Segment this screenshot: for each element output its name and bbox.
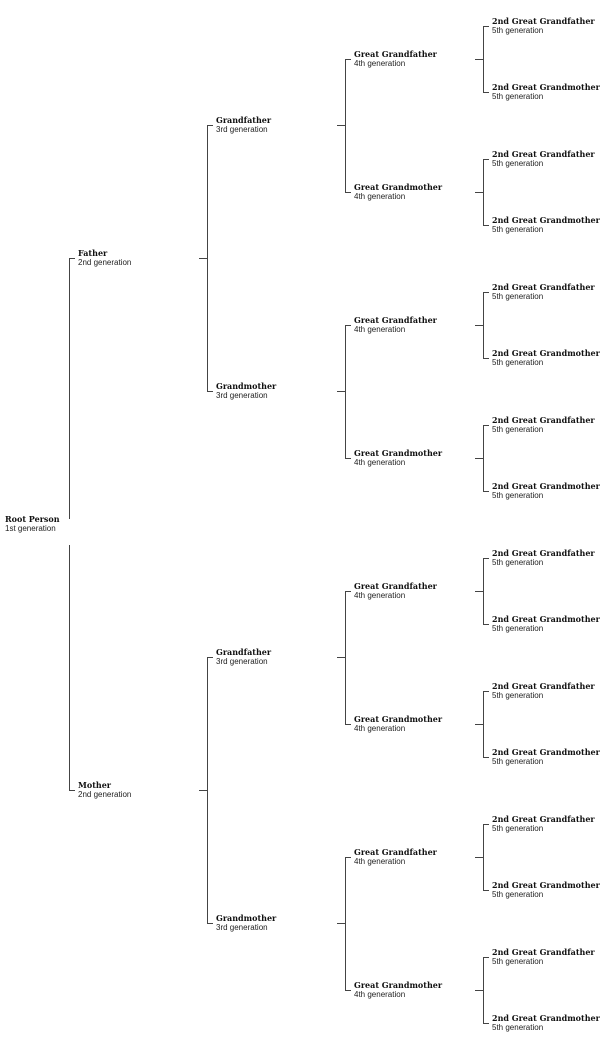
generation-label: 5th generation bbox=[492, 957, 544, 966]
generation-label: 5th generation bbox=[492, 425, 544, 434]
person-name: Grandmother bbox=[216, 913, 277, 923]
person-node-gen3 bbox=[216, 648, 271, 666]
generation-label: 5th generation bbox=[492, 26, 544, 35]
connector-tick bbox=[199, 790, 207, 791]
connector-tick bbox=[483, 425, 489, 426]
person-name: 2nd Great Grandfather bbox=[492, 149, 595, 159]
connector-tick bbox=[475, 591, 483, 592]
connector-tick bbox=[69, 790, 75, 791]
connector-tick bbox=[483, 691, 489, 692]
generation-label: 5th generation bbox=[492, 757, 544, 766]
person-node-gen4 bbox=[354, 449, 442, 467]
generation-label: 1st generation bbox=[5, 524, 56, 533]
person-name: Mother bbox=[78, 780, 112, 790]
connector-tick bbox=[475, 192, 483, 193]
generation-label: 3rd generation bbox=[216, 391, 268, 400]
connector-tick bbox=[475, 724, 483, 725]
connector-line bbox=[483, 26, 484, 93]
person-name: 2nd Great Grandmother bbox=[492, 1013, 600, 1023]
person-node-gen5 bbox=[492, 748, 600, 766]
person-name: 2nd Great Grandfather bbox=[492, 282, 595, 292]
person-name: Root Person bbox=[5, 514, 60, 524]
connector-tick bbox=[483, 358, 489, 359]
person-name: Great Grandmother bbox=[354, 714, 443, 724]
connector-line bbox=[345, 59, 346, 192]
connector-line bbox=[345, 325, 346, 458]
person-name: 2nd Great Grandmother bbox=[492, 348, 600, 358]
person-node-gen5 bbox=[492, 150, 595, 168]
generation-label: 2nd generation bbox=[78, 790, 132, 799]
person-name: Grandfather bbox=[216, 115, 272, 125]
person-node-gen5 bbox=[492, 881, 600, 899]
generation-label: 4th generation bbox=[354, 724, 406, 733]
connector-line bbox=[483, 159, 484, 226]
connector-tick bbox=[337, 391, 345, 392]
person-name: 2nd Great Grandmother bbox=[492, 215, 600, 225]
person-name: Great Grandmother bbox=[354, 448, 443, 458]
person-name: 2nd Great Grandfather bbox=[492, 16, 595, 26]
connector-tick bbox=[483, 225, 489, 226]
connector-tick bbox=[483, 159, 489, 160]
generation-label: 5th generation bbox=[492, 624, 544, 633]
person-node-gen3 bbox=[216, 914, 276, 932]
connector-tick bbox=[345, 990, 351, 991]
connector-tick bbox=[475, 325, 483, 326]
person-node-gen2 bbox=[78, 781, 131, 799]
connector-tick bbox=[483, 292, 489, 293]
generation-label: 4th generation bbox=[354, 325, 406, 334]
generation-label: 5th generation bbox=[492, 292, 544, 301]
generation-label: 5th generation bbox=[492, 491, 544, 500]
person-node-gen3 bbox=[216, 382, 276, 400]
connector-tick bbox=[207, 923, 213, 924]
generation-label: 3rd generation bbox=[216, 923, 268, 932]
connector-line bbox=[483, 824, 484, 891]
person-node-gen4 bbox=[354, 848, 437, 866]
person-name: Grandmother bbox=[216, 381, 277, 391]
generation-label: 5th generation bbox=[492, 159, 544, 168]
person-node-gen5 bbox=[492, 615, 600, 633]
generation-label: 4th generation bbox=[354, 591, 406, 600]
person-node-gen4 bbox=[354, 582, 437, 600]
person-name: 2nd Great Grandfather bbox=[492, 681, 595, 691]
connector-tick bbox=[483, 757, 489, 758]
connector-tick bbox=[345, 192, 351, 193]
connector-line bbox=[207, 125, 208, 391]
connector-tick bbox=[345, 458, 351, 459]
connector-line bbox=[483, 292, 484, 359]
person-name: Great Grandfather bbox=[354, 847, 437, 857]
connector-line bbox=[483, 957, 484, 1024]
connector-line bbox=[345, 591, 346, 724]
generation-label: 5th generation bbox=[492, 225, 544, 234]
connector-tick bbox=[483, 890, 489, 891]
connector-tick bbox=[207, 657, 213, 658]
person-node-gen5 bbox=[492, 349, 600, 367]
connector-line bbox=[483, 425, 484, 492]
generation-label: 3rd generation bbox=[216, 657, 268, 666]
connector-tick bbox=[475, 990, 483, 991]
person-node-gen1 bbox=[5, 515, 60, 533]
connector-tick bbox=[345, 591, 351, 592]
person-node-gen5 bbox=[492, 416, 595, 434]
connector-tick bbox=[483, 491, 489, 492]
generation-label: 4th generation bbox=[354, 192, 406, 201]
connector-tick bbox=[345, 59, 351, 60]
generation-label: 3rd generation bbox=[216, 125, 268, 134]
person-name: 2nd Great Grandmother bbox=[492, 747, 600, 757]
generation-label: 4th generation bbox=[354, 857, 406, 866]
generation-label: 2nd generation bbox=[78, 258, 132, 267]
person-name: Great Grandmother bbox=[354, 980, 443, 990]
person-name: 2nd Great Grandfather bbox=[492, 814, 595, 824]
person-node-gen2 bbox=[78, 249, 131, 267]
connector-tick bbox=[475, 59, 483, 60]
person-name: 2nd Great Grandmother bbox=[492, 880, 600, 890]
generation-label: 5th generation bbox=[492, 824, 544, 833]
person-node-gen5 bbox=[492, 1014, 600, 1032]
connector-line bbox=[69, 258, 70, 519]
person-node-gen4 bbox=[354, 981, 442, 999]
person-node-gen4 bbox=[354, 50, 437, 68]
person-node-gen3 bbox=[216, 116, 271, 134]
person-node-gen4 bbox=[354, 715, 442, 733]
connector-tick bbox=[483, 558, 489, 559]
generation-label: 4th generation bbox=[354, 458, 406, 467]
connector-tick bbox=[483, 92, 489, 93]
connector-tick bbox=[483, 1023, 489, 1024]
person-name: 2nd Great Grandfather bbox=[492, 415, 595, 425]
connector-tick bbox=[475, 857, 483, 858]
person-name: Grandfather bbox=[216, 647, 272, 657]
connector-line bbox=[345, 857, 346, 990]
person-name: Great Grandmother bbox=[354, 182, 443, 192]
person-name: 2nd Great Grandfather bbox=[492, 947, 595, 957]
connector-line bbox=[69, 545, 70, 790]
person-node-gen5 bbox=[492, 17, 595, 35]
person-node-gen5 bbox=[492, 815, 595, 833]
connector-tick bbox=[207, 125, 213, 126]
person-node-gen5 bbox=[492, 83, 600, 101]
connector-tick bbox=[69, 258, 75, 259]
generation-label: 5th generation bbox=[492, 558, 544, 567]
connector-tick bbox=[345, 325, 351, 326]
generation-label: 4th generation bbox=[354, 990, 406, 999]
connector-tick bbox=[337, 657, 345, 658]
person-node-gen4 bbox=[354, 183, 442, 201]
connector-tick bbox=[483, 824, 489, 825]
generation-label: 5th generation bbox=[492, 691, 544, 700]
person-name: Great Grandfather bbox=[354, 581, 437, 591]
person-node-gen5 bbox=[492, 283, 595, 301]
generation-label: 5th generation bbox=[492, 1023, 544, 1032]
person-name: Great Grandfather bbox=[354, 49, 437, 59]
connector-tick bbox=[199, 258, 207, 259]
connector-tick bbox=[483, 624, 489, 625]
person-node-gen5 bbox=[492, 216, 600, 234]
person-node-gen5 bbox=[492, 482, 600, 500]
connector-line bbox=[207, 657, 208, 923]
person-name: 2nd Great Grandmother bbox=[492, 614, 600, 624]
connector-tick bbox=[475, 458, 483, 459]
connector-tick bbox=[483, 957, 489, 958]
generation-label: 5th generation bbox=[492, 92, 544, 101]
generation-label: 5th generation bbox=[492, 890, 544, 899]
person-node-gen4 bbox=[354, 316, 437, 334]
connector-tick bbox=[345, 857, 351, 858]
connector-line bbox=[483, 558, 484, 625]
person-name: 2nd Great Grandmother bbox=[492, 82, 600, 92]
person-name: 2nd Great Grandmother bbox=[492, 481, 600, 491]
connector-tick bbox=[207, 391, 213, 392]
person-name: Father bbox=[78, 248, 108, 258]
person-name: 2nd Great Grandfather bbox=[492, 548, 595, 558]
connector-line bbox=[483, 691, 484, 758]
connector-tick bbox=[345, 724, 351, 725]
connector-tick bbox=[337, 125, 345, 126]
generation-label: 4th generation bbox=[354, 59, 406, 68]
person-node-gen5 bbox=[492, 948, 595, 966]
person-name: Great Grandfather bbox=[354, 315, 437, 325]
person-node-gen5 bbox=[492, 682, 595, 700]
generation-label: 5th generation bbox=[492, 358, 544, 367]
connector-tick bbox=[483, 26, 489, 27]
person-node-gen5 bbox=[492, 549, 595, 567]
connector-tick bbox=[337, 923, 345, 924]
